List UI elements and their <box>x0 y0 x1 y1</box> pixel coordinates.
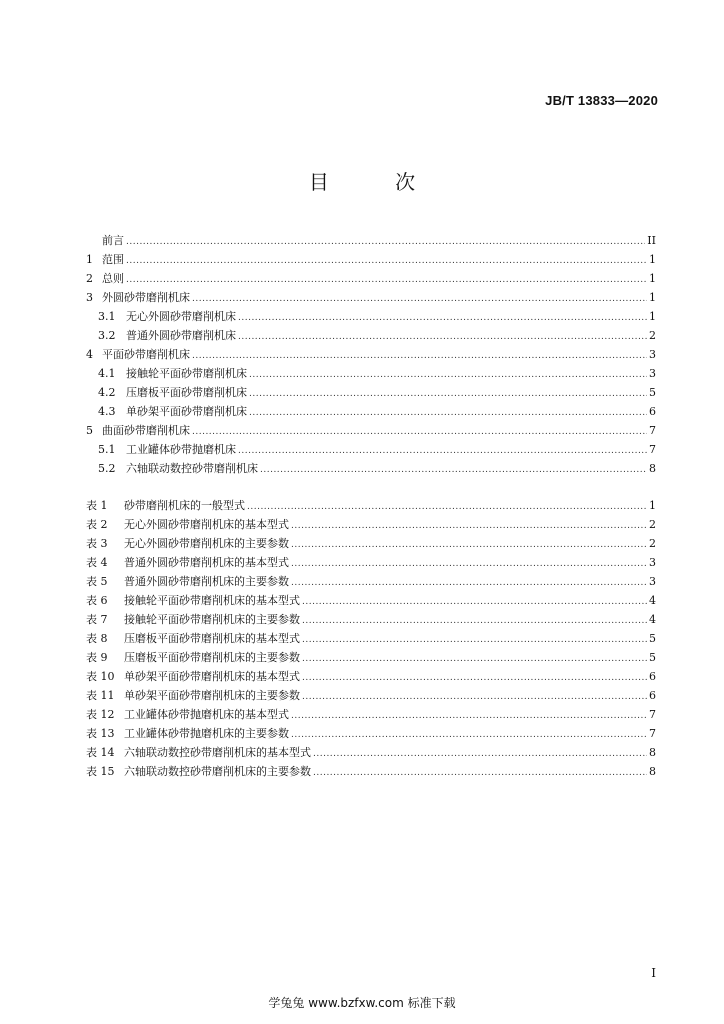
table-list-entry[interactable] <box>86 534 656 553</box>
entry-page: 1 <box>649 499 656 512</box>
entry-number: 表 8 <box>86 632 108 645</box>
entry-title: 平面砂带磨削机床 <box>102 348 190 361</box>
entry-title: 前言 <box>102 234 124 247</box>
entry-title: 六轴联动数控砂带磨削机床的主要参数 <box>124 765 311 778</box>
entry-title: 压磨板平面砂带磨削机床的基本型式 <box>124 632 300 645</box>
dot-leader <box>291 536 647 555</box>
toc-entry[interactable] <box>86 250 656 269</box>
dot-leader <box>302 650 647 669</box>
dot-leader <box>302 631 647 650</box>
entry-page: 3 <box>649 348 656 361</box>
entry-number: 4.2 <box>98 386 116 399</box>
table-list-entry[interactable] <box>86 610 656 629</box>
entry-page: 4 <box>649 613 656 626</box>
entry-title: 无心外圆砂带磨削机床的基本型式 <box>124 518 289 531</box>
toc-entry[interactable] <box>86 307 656 326</box>
toc-entry[interactable] <box>86 231 656 250</box>
dot-leader <box>291 574 647 593</box>
entry-number: 表 5 <box>86 575 108 588</box>
entry-number: 表 7 <box>86 613 108 626</box>
table-list-entry[interactable] <box>86 572 656 591</box>
entry-number: 表 2 <box>86 518 108 531</box>
entry-title: 接触轮平面砂带磨削机床的基本型式 <box>124 594 300 607</box>
entry-title: 范围 <box>102 253 124 266</box>
entry-title: 接触轮平面砂带磨削机床的主要参数 <box>124 613 300 626</box>
dot-leader <box>192 347 647 366</box>
entry-title: 单砂架平面砂带磨削机床 <box>126 405 247 418</box>
entry-page: 2 <box>649 518 656 531</box>
entry-title: 六轴联动数控砂带磨削机床的基本型式 <box>124 746 311 759</box>
toc-entry[interactable] <box>86 364 656 383</box>
dot-leader <box>313 764 647 783</box>
table-list-entry[interactable] <box>86 496 656 515</box>
entry-page: 4 <box>649 594 656 607</box>
entry-title: 普通外圆砂带磨削机床 <box>126 329 236 342</box>
entry-page: 5 <box>649 651 656 664</box>
entry-number: 2 <box>86 272 93 285</box>
table-list-entry[interactable] <box>86 629 656 648</box>
entry-number: 3.1 <box>98 310 116 323</box>
entry-number: 表 11 <box>86 689 115 702</box>
toc-entry[interactable] <box>86 383 656 402</box>
dot-leader <box>192 423 647 442</box>
dot-leader <box>260 461 647 480</box>
entry-number: 表 9 <box>86 651 108 664</box>
dot-leader <box>291 517 647 536</box>
dot-leader <box>238 328 647 347</box>
entry-title: 无心外圆砂带磨削机床的主要参数 <box>124 537 289 550</box>
entry-page: 7 <box>649 708 656 721</box>
entry-number: 3 <box>86 291 93 304</box>
entry-title: 普通外圆砂带磨削机床的基本型式 <box>124 556 289 569</box>
entry-number: 表 10 <box>86 670 115 683</box>
dot-leader <box>238 309 647 328</box>
entry-number: 表 15 <box>86 765 115 778</box>
entry-page: 5 <box>649 386 656 399</box>
dot-leader <box>249 404 647 423</box>
dot-leader <box>291 555 647 574</box>
entry-number: 5.2 <box>98 462 116 475</box>
table-list-entry[interactable] <box>86 648 656 667</box>
toc-entry[interactable] <box>86 421 656 440</box>
entry-page: 1 <box>649 310 656 323</box>
table-list-entry[interactable] <box>86 762 656 781</box>
entry-title: 压磨板平面砂带磨削机床的主要参数 <box>124 651 300 664</box>
entry-page: 3 <box>649 367 656 380</box>
table-list-entry[interactable] <box>86 553 656 572</box>
entry-page: 8 <box>649 462 656 475</box>
dot-leader <box>291 726 647 745</box>
table-list-entry[interactable] <box>86 515 656 534</box>
table-list-entry[interactable] <box>86 591 656 610</box>
dot-leader <box>302 669 647 688</box>
entry-page: 7 <box>649 424 656 437</box>
dot-leader <box>126 233 645 252</box>
dot-leader <box>313 745 647 764</box>
entry-page: II <box>647 234 656 247</box>
dot-leader <box>247 498 647 517</box>
page-title: 目 次 <box>308 170 446 194</box>
entry-number: 表 14 <box>86 746 115 759</box>
footer-watermark: 学兔兔 www.bzfxw.com 标准下载 <box>268 996 456 1010</box>
table-list-entry[interactable] <box>86 724 656 743</box>
entry-number: 1 <box>86 253 93 266</box>
entry-page: 6 <box>649 689 656 702</box>
entry-title: 工业罐体砂带抛磨机床的基本型式 <box>124 708 289 721</box>
toc-entry[interactable] <box>86 440 656 459</box>
entry-title: 普通外圆砂带磨削机床的主要参数 <box>124 575 289 588</box>
toc-entry[interactable] <box>86 288 656 307</box>
entry-number: 表 3 <box>86 537 108 550</box>
dot-leader <box>291 707 647 726</box>
entry-page: 2 <box>649 537 656 550</box>
entry-title: 单砂架平面砂带磨削机床的基本型式 <box>124 670 300 683</box>
standard-number: JB/T 13833—2020 <box>545 93 658 108</box>
entry-number: 4.1 <box>98 367 116 380</box>
entry-title: 总则 <box>102 272 124 285</box>
entry-page: 2 <box>649 329 656 342</box>
toc-entry[interactable] <box>86 345 656 364</box>
dot-leader <box>192 290 647 309</box>
entry-page: 5 <box>649 632 656 645</box>
entry-title: 曲面砂带磨削机床 <box>102 424 190 437</box>
entry-page: 7 <box>649 727 656 740</box>
dot-leader <box>249 385 647 404</box>
entry-title: 六轴联动数控砂带磨削机床 <box>126 462 258 475</box>
dot-leader <box>126 271 647 290</box>
entry-page: 3 <box>649 556 656 569</box>
table-list-entry[interactable] <box>86 743 656 762</box>
entry-number: 表 12 <box>86 708 115 721</box>
table-list-entry[interactable] <box>86 686 656 705</box>
dot-leader <box>249 366 647 385</box>
entry-title: 工业罐体砂带抛磨机床的主要参数 <box>124 727 289 740</box>
tables-list <box>86 496 656 781</box>
entry-page: 1 <box>649 253 656 266</box>
entry-title: 压磨板平面砂带磨削机床 <box>126 386 247 399</box>
entry-number: 4 <box>86 348 93 361</box>
entry-page: 6 <box>649 670 656 683</box>
entry-title: 砂带磨削机床的一般型式 <box>124 499 245 512</box>
dot-leader <box>126 252 647 271</box>
entry-number: 5 <box>86 424 93 437</box>
entry-page: 1 <box>649 291 656 304</box>
entry-page: 8 <box>649 746 656 759</box>
entry-number: 3.2 <box>98 329 116 342</box>
toc-entry[interactable] <box>86 269 656 288</box>
entry-page: 6 <box>649 405 656 418</box>
entry-page: 7 <box>649 443 656 456</box>
dot-leader <box>302 593 647 612</box>
entry-number: 5.1 <box>98 443 116 456</box>
entry-title: 工业罐体砂带抛磨机床 <box>126 443 236 456</box>
entry-number: 表 4 <box>86 556 108 569</box>
toc-entry[interactable] <box>86 326 656 345</box>
table-list-entry[interactable] <box>86 667 656 686</box>
entry-title: 接触轮平面砂带磨削机床 <box>126 367 247 380</box>
entry-number: 表 6 <box>86 594 108 607</box>
contents-list <box>86 231 656 478</box>
dot-leader <box>302 612 647 631</box>
dot-leader <box>302 688 647 707</box>
entry-page: 8 <box>649 765 656 778</box>
entry-title: 单砂架平面砂带磨削机床的主要参数 <box>124 689 300 702</box>
entry-number: 4.3 <box>98 405 116 418</box>
table-list-entry[interactable] <box>86 705 656 724</box>
entry-page: 3 <box>649 575 656 588</box>
entry-number: 表 13 <box>86 727 115 740</box>
page-number: I <box>651 966 656 980</box>
entry-number: 表 1 <box>86 499 108 512</box>
entry-page: 1 <box>649 272 656 285</box>
toc-entry[interactable] <box>86 459 656 478</box>
entry-title: 外圆砂带磨削机床 <box>102 291 190 304</box>
entry-title: 无心外圆砂带磨削机床 <box>126 310 236 323</box>
dot-leader <box>238 442 647 461</box>
toc-entry[interactable] <box>86 402 656 421</box>
